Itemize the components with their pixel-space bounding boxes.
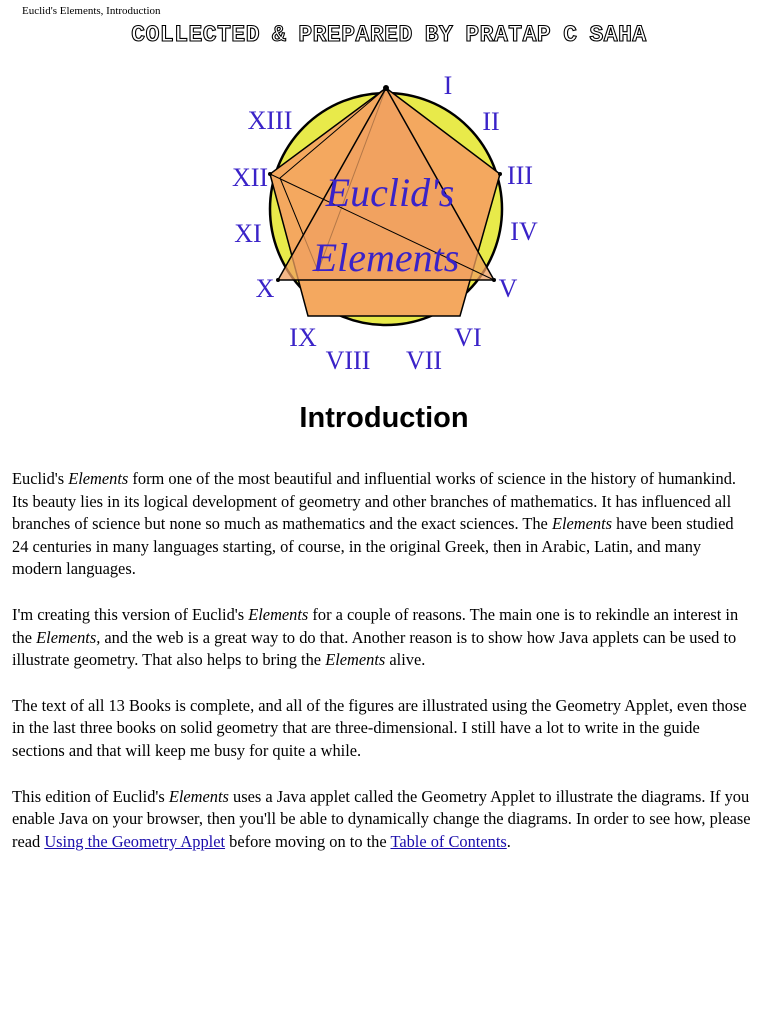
numeral-ii: II [482, 107, 500, 136]
paragraph-text: for a couple of reasons. The main one is to rekindle an interest in the [12, 604, 739, 647]
numeral-ix: IX [289, 323, 317, 352]
euclids-elements-logo [228, 66, 548, 376]
logo-title-line2: Elements [312, 235, 460, 280]
banner-word: PRATAP [465, 22, 552, 48]
paragraph-text: before moving on to the [225, 831, 391, 851]
using-geometry-applet-link[interactable]: Using the Geometry Applet [44, 831, 226, 851]
numeral-vii: VII [405, 346, 443, 375]
paragraph-text: Euclid's [12, 469, 69, 488]
paragraph-text: I'm creating this version of Euclid's [12, 604, 249, 624]
paragraph-text: and the web is a great way to do that. Another reason is to show how Java applets can be used to illustrate geometry. That also helps to bring the [12, 627, 737, 670]
paragraph-text: have been studied 24 centuries in many languages starting, of course, in the original Greek, then in Arabic, Latin, and many modern languages. [12, 514, 734, 579]
numeral-xii: XII [231, 163, 269, 192]
collected-by-banner [0, 22, 768, 48]
paragraph [12, 468, 752, 581]
main-content [12, 468, 752, 876]
numeral-viii: VIII [325, 346, 371, 375]
table-of-contents-link[interactable]: Table of Contents [390, 831, 507, 851]
emphasis: Elements, [36, 627, 101, 647]
numeral-iii: III [507, 161, 533, 190]
running-title: Euclid's Elements, Introduction [22, 5, 161, 17]
emphasis: Elements [248, 604, 309, 624]
logo-vertex-dot [492, 278, 496, 282]
emphasis: Elements [551, 514, 613, 534]
numeral-iv: IV [510, 217, 538, 246]
paragraph [12, 604, 752, 672]
banner-word: PREPARED [298, 22, 413, 48]
paragraph [12, 786, 752, 854]
logo-vertex-dot [498, 172, 502, 176]
numeral-xi: XI [234, 219, 262, 248]
paragraph [12, 695, 752, 763]
paragraph-text: alive. [385, 650, 426, 670]
banner-word: & [272, 22, 287, 48]
logo-vertex-dot [276, 278, 280, 282]
logo-vertex-dot [268, 172, 272, 176]
banner-word: C [563, 22, 578, 48]
logo-vertex-dot [383, 85, 389, 91]
paragraph-text: . [506, 831, 511, 851]
paragraph-text: This edition of Euclid's [12, 786, 169, 806]
page-title: Introduction [299, 402, 469, 434]
numeral-i: I [443, 71, 453, 100]
numeral-xiii: XIII [247, 106, 293, 135]
emphasis: Elements [168, 786, 229, 806]
numeral-vi: VI [454, 323, 482, 352]
logo-title-line1: Euclid's [325, 170, 455, 215]
numeral-x: X [255, 274, 275, 303]
banner-word: SAHA [589, 22, 647, 48]
paragraph-text: uses a Java applet called the Geometry Applet to illustrate the diagrams. If you enable Java on your browser, then you'll be able to dynamically change the diagrams. In order to see how, please read [12, 786, 751, 851]
banner-word: COLLECTED [131, 22, 261, 48]
paragraph-text: The text of all 13 Books is complete, and all of the figures are illustrated using the Geometry Applet, even those in the last three books on solid geometry that are three-dimensional. I still have a lot to write in the guide sections and that will keep me busy for quite a while. [12, 695, 747, 760]
banner-word: BY [424, 22, 454, 48]
emphasis: Elements [325, 650, 386, 670]
emphasis: Elements [68, 469, 129, 488]
paragraph-text: form one of the most beautiful and influential works of science in the history of humankind. Its beauty lies in its logical development of geometry and other branches of mathematics. It has influenced all branches of science but none so much as mathematics and the exact sciences. The [12, 469, 736, 534]
numeral-v: V [498, 274, 518, 303]
